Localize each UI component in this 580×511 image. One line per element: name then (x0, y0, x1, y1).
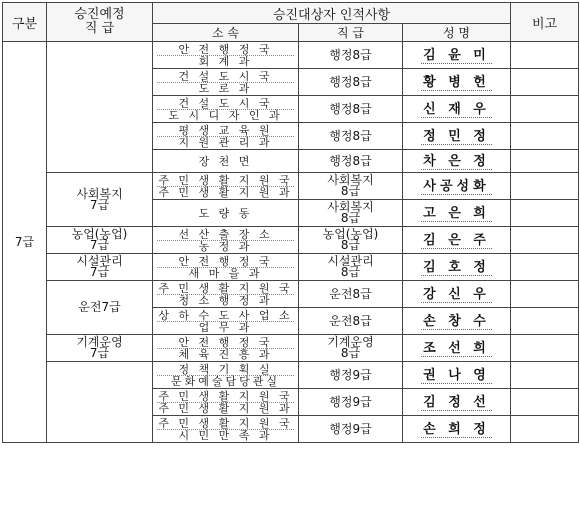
remark-cell (511, 69, 579, 96)
remark-cell (511, 42, 579, 69)
person-name: 김 은 주 (423, 232, 490, 248)
group-label: 7급 (3, 42, 47, 443)
dept-line: 업 무 과 (198, 320, 253, 334)
name-cell (403, 254, 511, 281)
header-dept: 소 속 (153, 24, 299, 42)
dept-cell (153, 173, 299, 200)
dept-line: 건 설 도 시 국 (157, 71, 294, 83)
dept-cell (153, 308, 299, 335)
grade-cell: 운전8급 (299, 281, 403, 308)
dept-line: 도 시 디 자 인 과 (168, 108, 283, 122)
grade-cell: 사회복지 8급 (299, 200, 403, 227)
name-cell (403, 389, 511, 416)
name-cell (403, 308, 511, 335)
name-cell (403, 96, 511, 123)
table-row (3, 281, 579, 308)
header-remark: 비고 (511, 3, 579, 42)
person-name: 신 재 우 (423, 101, 490, 117)
grade-cell: 행정8급 (299, 123, 403, 150)
dept-line: 주 민 생 활 지 원 국 (158, 173, 293, 187)
remark-cell (511, 150, 579, 173)
header-name: 성 명 (403, 24, 511, 42)
dept-cell (153, 389, 299, 416)
dept-line: 도 량 동 (198, 206, 253, 220)
person-name: 강 신 우 (423, 286, 490, 302)
dept-line: 새 마 을 과 (188, 266, 263, 280)
table-row (3, 362, 579, 389)
grade-cell: 농업(농업) 8급 (299, 227, 403, 254)
dept-line: 안 전 행 정 국 (157, 337, 294, 349)
header-category: 구분 (3, 3, 47, 42)
dept-line: 평 생 교 육 원 (157, 125, 294, 137)
roster-body (3, 42, 579, 443)
person-name: 황 병 헌 (423, 74, 490, 90)
person-name: 차 은 정 (423, 153, 490, 169)
dept-line: 장 천 면 (198, 154, 253, 168)
dept-line: 선 산 출 장 소 (157, 229, 294, 241)
person-name: 사공성화 (423, 178, 490, 194)
dept-cell (153, 227, 299, 254)
name-cell (403, 416, 511, 443)
dept-line: 회 계 과 (198, 54, 253, 68)
target-rank-cell: 사회복지 7급 (47, 173, 153, 227)
remark-cell (511, 173, 579, 200)
dept-cell (153, 200, 299, 227)
promotion-roster-table (2, 2, 579, 443)
dept-cell (153, 123, 299, 150)
dept-cell (153, 335, 299, 362)
person-name: 김 정 선 (423, 394, 490, 410)
table-row (3, 254, 579, 281)
name-cell (403, 123, 511, 150)
person-name: 정 민 정 (423, 128, 490, 144)
remark-cell (511, 416, 579, 443)
target-rank-cell: 시설관리 7급 (47, 254, 153, 281)
dept-line: 주 민 생 활 지 원 국 (158, 281, 293, 295)
header-grade: 직 급 (299, 24, 403, 42)
dept-line: 주 민 생 활 지 원 국 (158, 416, 293, 430)
name-cell (403, 173, 511, 200)
person-name: 김 윤 미 (423, 47, 490, 63)
target-rank-cell (47, 42, 153, 173)
dept-line: 건 설 도 시 국 (157, 98, 294, 110)
dept-cell (153, 416, 299, 443)
dept-line: 주 민 생 활 지 원 과 (158, 401, 293, 415)
grade-cell: 사회복지 8급 (299, 173, 403, 200)
table-row (3, 42, 579, 69)
person-name: 고 은 희 (423, 205, 490, 221)
dept-cell (153, 69, 299, 96)
table-row (3, 227, 579, 254)
dept-line: 주 민 생 활 지 원 국 (158, 389, 293, 403)
remark-cell (511, 96, 579, 123)
grade-cell: 행정8급 (299, 96, 403, 123)
dept-cell (153, 150, 299, 173)
person-name: 손 희 정 (423, 421, 490, 437)
name-cell (403, 362, 511, 389)
grade-cell: 행정9급 (299, 362, 403, 389)
grade-cell: 행정8급 (299, 150, 403, 173)
name-cell (403, 200, 511, 227)
grade-cell: 행정9급 (299, 389, 403, 416)
name-cell (403, 42, 511, 69)
remark-cell (511, 281, 579, 308)
grade-cell: 운전8급 (299, 308, 403, 335)
table-row (3, 173, 579, 200)
dept-line: 안 전 행 정 국 (157, 44, 294, 56)
table-row (3, 335, 579, 362)
dept-line: 청 소 행 정 과 (178, 293, 273, 307)
grade-cell: 기계운영 8급 (299, 335, 403, 362)
name-cell (403, 281, 511, 308)
dept-line: 주 민 생 활 지 원 과 (158, 185, 293, 199)
remark-cell (511, 308, 579, 335)
remark-cell (511, 389, 579, 416)
target-rank-cell (47, 362, 153, 443)
remark-cell (511, 335, 579, 362)
remark-cell (511, 123, 579, 150)
person-name: 권 나 영 (423, 367, 490, 383)
dept-cell (153, 254, 299, 281)
dept-cell (153, 281, 299, 308)
remark-cell (511, 362, 579, 389)
target-rank-cell: 기계운영 7급 (47, 335, 153, 362)
header-target-rank: 승진예정 직 급 (47, 3, 153, 42)
dept-line: 체 육 진 흥 과 (178, 347, 273, 361)
dept-line: 도 로 과 (198, 81, 253, 95)
remark-cell (511, 227, 579, 254)
remark-cell (511, 200, 579, 227)
name-cell (403, 150, 511, 173)
dept-line: 시 민 만 족 과 (178, 428, 273, 442)
target-rank-cell: 운전7급 (47, 281, 153, 335)
dept-line: 정 책 기 획 실 (157, 364, 294, 376)
grade-cell: 행정9급 (299, 416, 403, 443)
target-rank-cell: 농업(농업) 7급 (47, 227, 153, 254)
dept-line: 안 전 행 정 국 (157, 256, 294, 268)
remark-cell (511, 254, 579, 281)
dept-cell (153, 42, 299, 69)
name-cell (403, 335, 511, 362)
person-name: 조 선 희 (423, 340, 490, 356)
person-name: 손 창 수 (423, 313, 490, 329)
dept-line: 문화예술담당관실 (170, 374, 280, 388)
name-cell (403, 227, 511, 254)
grade-cell: 행정8급 (299, 69, 403, 96)
dept-cell (153, 362, 299, 389)
grade-cell: 행정8급 (299, 42, 403, 69)
dept-line: 상 하 수 도 사 업 소 (158, 308, 293, 322)
name-cell (403, 69, 511, 96)
dept-line: 지 원 관 리 과 (178, 135, 273, 149)
header-personnel: 승진대상자 인적사항 (153, 3, 511, 24)
person-name: 김 호 정 (423, 259, 490, 275)
grade-cell: 시설관리 8급 (299, 254, 403, 281)
dept-cell (153, 96, 299, 123)
dept-line: 농 정 과 (198, 239, 253, 253)
